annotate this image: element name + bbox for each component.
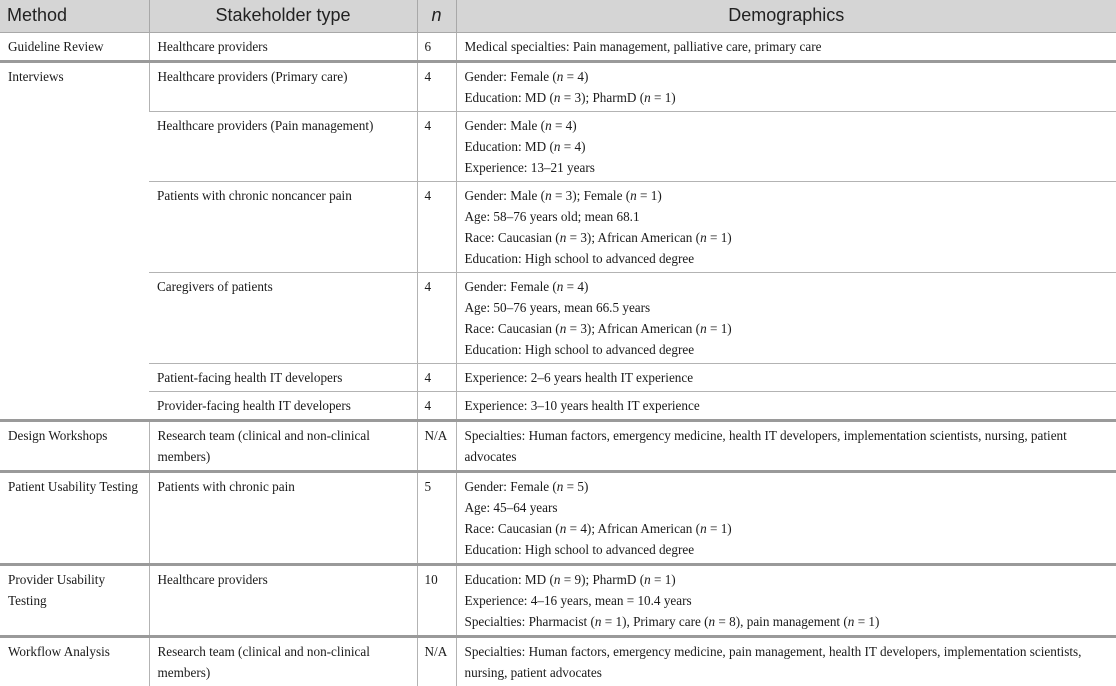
demographic-line: Race: Caucasian (n = 3); African American (n = 1): [464, 229, 732, 245]
table-row: [0, 471, 1116, 564]
stakeholder-cell: Research team (clinical and non-clinical members): [149, 636, 417, 686]
table-row: [0, 272, 1116, 363]
demographics-cell: [456, 363, 1116, 391]
demographic-line: Experience: 4–16 years, mean = 10.4 years: [464, 592, 692, 608]
table-body: [0, 32, 1116, 686]
demographic-line: Education: High school to advanced degree: [464, 541, 695, 557]
stakeholder-cell: Healthcare providers (Primary care): [149, 61, 417, 111]
method-cell: Design Workshops: [0, 420, 149, 471]
n-cell: 4: [417, 272, 456, 363]
table-row: [0, 111, 1116, 181]
demographic-line: Education: MD (n = 3); PharmD (n = 1): [464, 89, 676, 105]
n-cell: 6: [417, 32, 456, 61]
demographics-cell: [456, 32, 1116, 61]
method-cell: Workflow Analysis: [0, 636, 149, 686]
demographic-line: Race: Caucasian (n = 3); African American (n = 1): [464, 320, 732, 336]
demographic-line: Gender: Female (n = 4): [464, 68, 589, 84]
table-row: [0, 61, 1116, 111]
demographics-cell: [456, 636, 1116, 686]
demographics-cell: [456, 111, 1116, 181]
n-cell: 4: [417, 61, 456, 111]
demographic-line: Specialties: Human factors, emergency medicine, health IT developers, implementation scientists, nursing, patient advocates: [464, 427, 1067, 464]
demographic-line: Education: High school to advanced degree: [464, 341, 695, 357]
demographic-line: Specialties: Human factors, emergency medicine, pain management, health IT developers, implementation scientists, nursing, patient advocates: [464, 643, 1082, 680]
demographic-line: Experience: 13–21 years: [464, 159, 595, 175]
header-method: Method: [0, 0, 149, 32]
method-cell: Interviews: [0, 61, 149, 420]
n-cell: 4: [417, 181, 456, 272]
demographics-cell: [456, 471, 1116, 564]
n-cell: 4: [417, 111, 456, 181]
n-cell: N/A: [417, 420, 456, 471]
demographics-cell: [456, 420, 1116, 471]
demographic-line: Education: MD (n = 4): [464, 138, 586, 154]
demographic-line: Medical specialties: Pain management, palliative care, primary care: [464, 38, 822, 54]
demographic-line: Education: High school to advanced degree: [464, 250, 695, 266]
stakeholder-cell: Patient-facing health IT developers: [149, 363, 417, 391]
demographic-line: Gender: Female (n = 4): [464, 278, 589, 294]
n-cell: N/A: [417, 636, 456, 686]
method-cell: Patient Usability Testing: [0, 471, 149, 564]
demographic-line: Age: 50–76 years, mean 66.5 years: [464, 299, 651, 315]
method-cell: Provider Usability Testing: [0, 564, 149, 636]
table-row: [0, 420, 1116, 471]
demographic-line: Experience: 3–10 years health IT experience: [464, 397, 700, 413]
n-cell: 4: [417, 391, 456, 420]
table-row: [0, 636, 1116, 686]
table-row: [0, 391, 1116, 420]
demographic-line: Gender: Female (n = 5): [464, 478, 589, 494]
table-row: [0, 32, 1116, 61]
stakeholder-cell: Patients with chronic pain: [149, 471, 417, 564]
header-stakeholder-type: Stakeholder type: [149, 0, 417, 32]
demographic-line: Gender: Male (n = 3); Female (n = 1): [464, 187, 662, 203]
demographic-line: Experience: 2–6 years health IT experience: [464, 369, 694, 385]
stakeholder-cell: Patients with chronic noncancer pain: [149, 181, 417, 272]
table-row: [0, 564, 1116, 636]
table-row: [0, 363, 1116, 391]
demographic-line: Race: Caucasian (n = 4); African American (n = 1): [464, 520, 732, 536]
header-n: n: [417, 0, 456, 32]
demographic-line: Gender: Male (n = 4): [464, 117, 577, 133]
n-cell: 5: [417, 471, 456, 564]
demographic-line: Age: 45–64 years: [464, 499, 558, 515]
demographics-cell: [456, 272, 1116, 363]
table-row: [0, 181, 1116, 272]
stakeholder-cell: Research team (clinical and non-clinical members): [149, 420, 417, 471]
stakeholder-cell: Healthcare providers: [149, 32, 417, 61]
stakeholder-cell: Provider-facing health IT developers: [149, 391, 417, 420]
demographics-cell: [456, 391, 1116, 420]
demographics-cell: [456, 181, 1116, 272]
demographic-line: Age: 58–76 years old; mean 68.1: [464, 208, 640, 224]
n-cell: 10: [417, 564, 456, 636]
stakeholder-cell: Caregivers of patients: [149, 272, 417, 363]
demographic-line: Specialties: Pharmacist (n = 1), Primary care (n = 8), pain management (n = 1): [464, 613, 880, 629]
method-cell: Guideline Review: [8, 38, 104, 54]
header-demographics: Demographics: [456, 0, 1116, 32]
table-header-row: [0, 0, 1116, 32]
n-cell: 4: [417, 363, 456, 391]
demographic-line: Education: MD (n = 9); PharmD (n = 1): [464, 571, 676, 587]
stakeholder-cell: Healthcare providers (Pain management): [149, 111, 417, 181]
demographics-cell: [456, 564, 1116, 636]
demographics-cell: [456, 61, 1116, 111]
stakeholder-cell: Healthcare providers: [149, 564, 417, 636]
